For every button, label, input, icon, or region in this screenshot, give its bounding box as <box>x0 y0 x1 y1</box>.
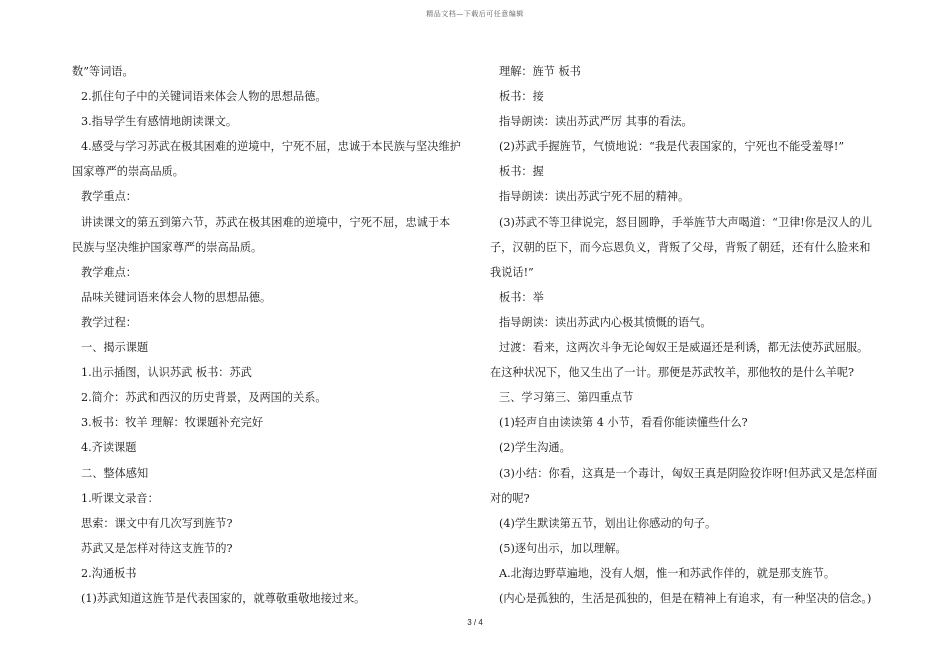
text-line: 4.齐读课题 <box>81 441 137 455</box>
text-line: 2.抓住句子中的关键词语来体会人物的思想品德。 <box>81 90 327 104</box>
text-line: 理解：旌节 板书 <box>499 65 581 78</box>
text-line: 板书：握 <box>499 165 544 179</box>
text-line: 教学重点： <box>81 190 137 204</box>
text-line: 指导朗读：读出苏武内心极其愤慨的语气。 <box>499 315 712 329</box>
text-line: 板书：举 <box>499 290 544 304</box>
text-line: 板书：接 <box>499 90 544 104</box>
text-line: 讲读课文的第五到第六节，苏武在极其困难的逆境中，宁死不屈，忠诚于本 <box>81 215 451 229</box>
right-text-column <box>490 64 890 616</box>
page-header: 精品文档—下载后可任意编辑 <box>426 10 524 18</box>
text-line: (1)苏武知道这旌节是代表国家的，就尊敬重敬地接过来。 <box>81 591 366 605</box>
text-line: 在这种状况下，他又生出了一计。那便是苏武牧羊，那他牧的是什么羊呢? <box>490 366 854 380</box>
text-line: (3)苏武不等卫律说完，怒目圆睁，手举旌节大声喝道：“卫律!你是汉人的儿 <box>499 215 872 229</box>
text-line: (1)轻声自由读读第 4 小节，看看你能读懂些什么? <box>499 416 748 430</box>
text-line: 数”等词语。 <box>72 65 134 78</box>
text-line: 对的呢? <box>490 491 530 505</box>
text-line: 指导朗读：读出苏武严厉 其事的看法。 <box>499 115 693 129</box>
text-line: 苏武又是怎样对待这支旌节的? <box>81 541 233 555</box>
text-line: 2.沟通板书 <box>81 566 137 580</box>
text-line: 4.感受与学习苏武在极其困难的逆境中，宁死不屈，忠诚于本民族与坚决维护 <box>81 140 461 154</box>
left-text-column <box>72 64 470 616</box>
text-line: 过渡：看来，这两次斗争无论匈奴王是威逼还是利诱，都无法使苏武屈服。 <box>499 341 869 355</box>
text-line: (2)苏武手握旌节，气愤地说：“我是代表国家的，宁死也不能受羞辱!” <box>499 140 845 154</box>
text-line: (2)学生沟通。 <box>499 441 571 455</box>
text-line: 国家尊严的崇高品质。 <box>72 165 184 179</box>
text-line: 1.出示插图，认识苏武 板书：苏武 <box>81 366 252 380</box>
text-line: 2.简介：苏武和西汉的历史背景，及两国的关系。 <box>81 391 327 405</box>
text-line: 教学难点： <box>81 265 137 279</box>
text-line: 三、学习第三、第四重点节 <box>499 391 634 405</box>
text-line: 一、揭示课题 <box>81 341 149 355</box>
text-line: 子，汉朝的臣下，而今忘恩负义，背叛了父母，背叛了朝廷，还有什么脸来和 <box>490 240 871 254</box>
text-line: 思索：课文中有几次写到旌节? <box>81 516 233 530</box>
text-line: 3.板书：牧羊 理解：牧课题补充完好 <box>81 416 264 430</box>
text-line: (3)小结：你看，这真是一个毒计，匈奴王真是阴险狡诈呀!但苏武又是怎样面 <box>499 466 878 480</box>
text-line: (内心是孤独的，生活是孤独的，但是在精神上有追求，有一种坚决的信念。) <box>499 591 872 605</box>
text-line: 教学过程： <box>81 315 137 329</box>
text-line: 3.指导学生有感情地朗读课文。 <box>81 115 238 129</box>
text-line: 我说话!” <box>490 265 534 279</box>
text-line: (5)逐句出示，加以理解。 <box>499 541 627 555</box>
page-indicator: 3 / 4 <box>467 618 483 627</box>
text-line: A.北海边野草遍地，没有人烟，惟一和苏武作伴的，就是那支旌节。 <box>499 566 836 580</box>
text-line: 民族与坚决维护国家尊严的崇高品质。 <box>72 240 263 254</box>
text-line: 1.听课文录音： <box>81 491 159 505</box>
text-line: (4)学生默读第五节，划出让你感动的句子。 <box>499 516 717 530</box>
text-line: 指导朗读：读出苏武宁死不屈的精神。 <box>499 190 690 204</box>
text-line: 品味关键词语来体会人物的思想品德。 <box>81 290 272 304</box>
text-line: 二、整体感知 <box>81 466 149 480</box>
